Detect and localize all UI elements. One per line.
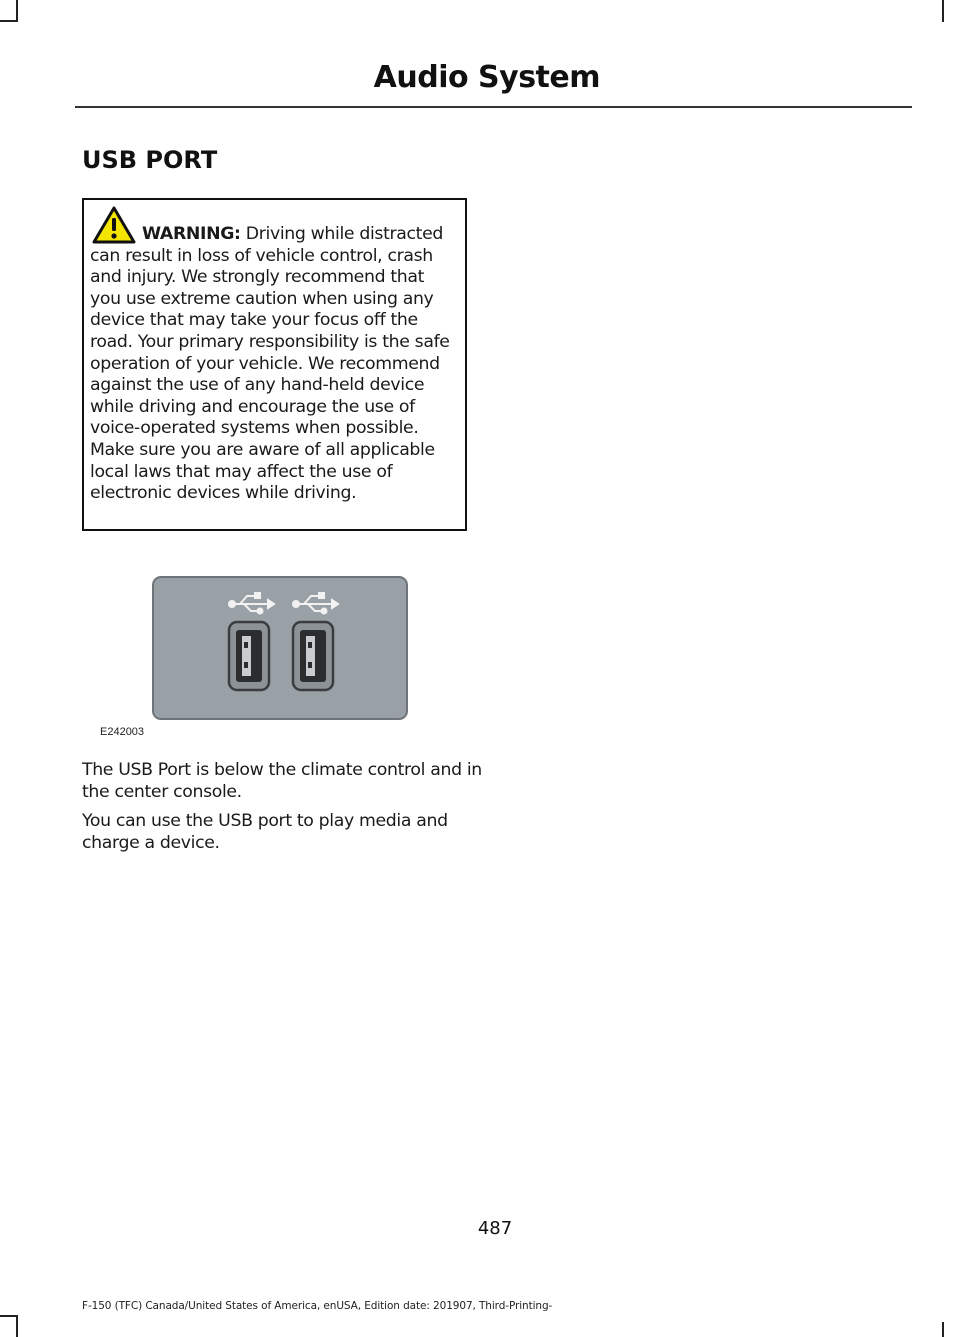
page-header-title: Audio System — [373, 60, 600, 95]
page-number: 487 — [477, 1218, 513, 1239]
crop-mark-bottom-right — [942, 1322, 944, 1337]
section-heading: USB PORT — [82, 146, 218, 174]
usb-port-right — [293, 622, 333, 690]
crop-mark-top-right — [942, 0, 944, 22]
edition-footer: F-150 (TFC) Canada/United States of America, enUSA, Edition date: 201907, Third-Printing- — [82, 1300, 553, 1312]
body-paragraph-1: The USB Port is below the climate control and in the center console. — [82, 760, 482, 802]
crop-mark-bottom-left-h — [0, 1315, 18, 1317]
crop-mark-top-left-v — [16, 0, 18, 22]
body-paragraph-2: You can use the USB port to play media and charge a device. — [82, 811, 448, 853]
crop-mark-bottom-left-v — [16, 1315, 18, 1337]
warning-triangle-icon — [92, 206, 136, 244]
crop-mark-top-left-h — [0, 20, 18, 22]
header-divider — [75, 106, 912, 108]
warning-box — [82, 198, 467, 531]
usb-port-left — [229, 622, 269, 690]
warning-text — [90, 224, 459, 505]
warning-body: Driving while distracted can result in loss of vehicle control, crash and injury. We strongly recommend that you use extreme caution when using any device that may take your focus off the road. Your primary responsibility is the safe operation of your vehicle. We recommend against the use of any hand-held device while driving and encourage the use of voice-operated systems when possible. Make sure you are aware of all applicable local laws that may affect the use of electronic devices while driving. — [90, 224, 450, 504]
figure-code: E242003 — [100, 726, 145, 738]
warning-label: WARNING: — [142, 224, 241, 244]
usb-port-illustration — [152, 576, 408, 720]
